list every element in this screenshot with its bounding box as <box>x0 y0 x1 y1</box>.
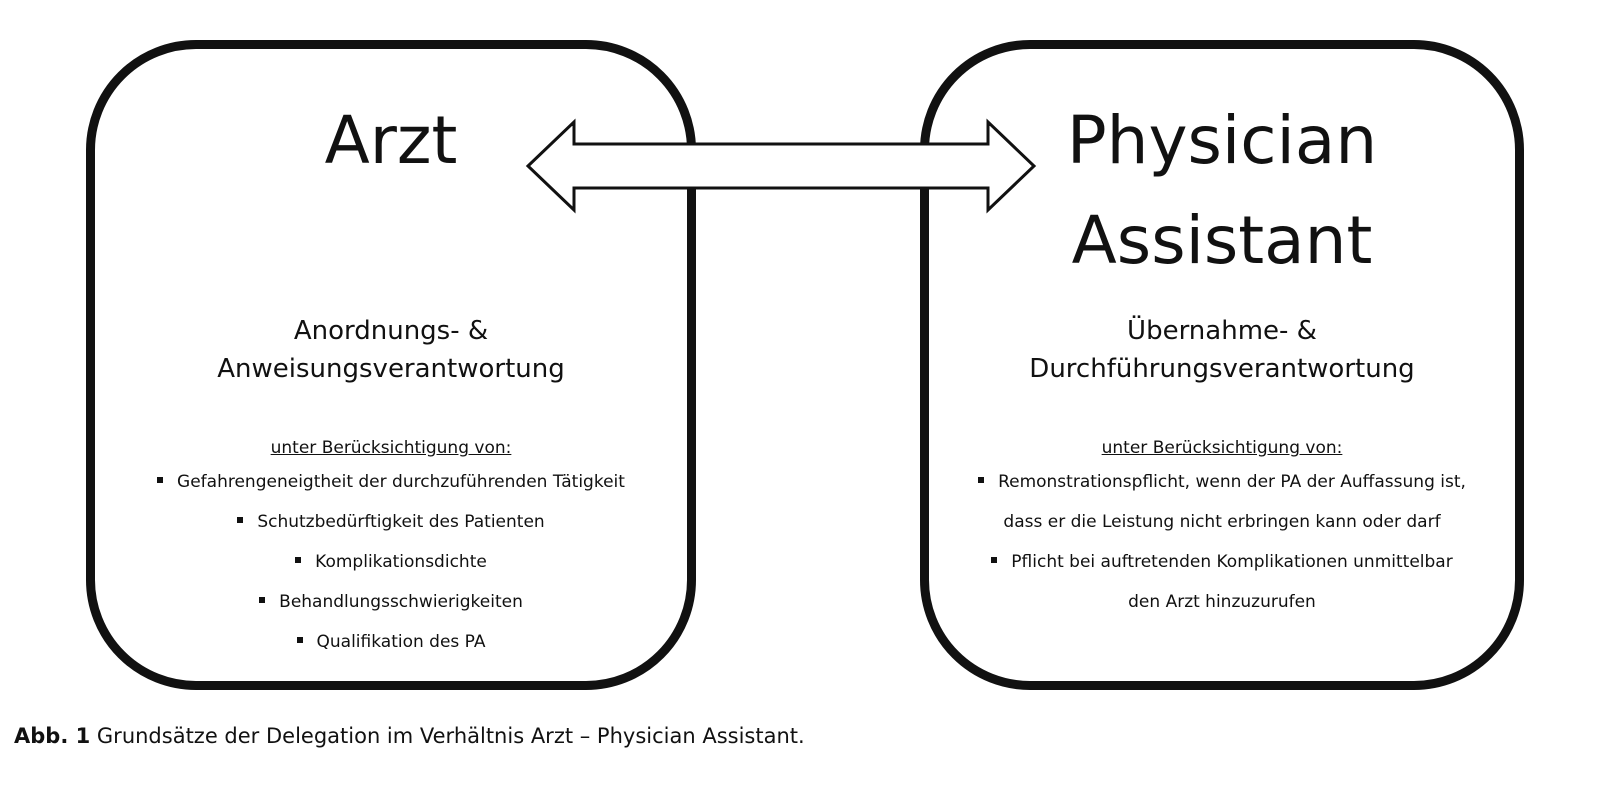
list-item <box>929 462 1515 502</box>
square-bullet-icon <box>157 477 163 483</box>
list-item-continuation: den Arzt hinzuzurufen <box>1128 592 1316 612</box>
pa-section-label: unter Berücksichtigung von: <box>1101 438 1343 458</box>
caption-text: Grundsätze der Delegation im Verhältnis Arzt – Physician Assistant. <box>96 724 805 748</box>
square-bullet-icon <box>237 517 243 523</box>
arzt-bullet-text: Behandlungsschwierigkeiten <box>279 592 523 612</box>
double-headed-arrow-icon <box>524 118 1038 214</box>
square-bullet-icon <box>297 637 303 643</box>
list-item <box>95 542 687 582</box>
pa-subtitle-line1: Übernahme- & <box>1127 316 1317 346</box>
list-item <box>95 462 687 502</box>
arzt-bullet-text: Gefahrengeneigtheit der durchzuführenden Tätigkeit <box>177 472 625 492</box>
square-bullet-icon <box>259 597 265 603</box>
arzt-bullet-list <box>95 462 687 662</box>
list-item <box>95 502 687 542</box>
pa-title-line1: Physician <box>1066 102 1378 179</box>
pa-bullet-text: Pflicht bei auftretenden Komplikationen unmittelbar <box>1011 552 1453 572</box>
caption-label: Abb. 1 <box>14 724 91 748</box>
square-bullet-icon <box>991 557 997 563</box>
arzt-subtitle-line2: Anweisungsverantwortung <box>217 354 565 384</box>
list-item <box>929 542 1515 582</box>
square-bullet-icon <box>295 557 301 563</box>
list-item-continuation: dass er die Leistung nicht erbringen kann oder darf <box>1003 512 1441 532</box>
figure-caption <box>14 722 805 750</box>
list-item <box>95 622 687 662</box>
pa-bullet-list <box>929 462 1515 622</box>
arzt-bullet-text: Komplikationsdichte <box>315 552 487 572</box>
pa-subtitle-line2: Durchführungsverantwortung <box>1029 354 1415 384</box>
pa-title-line2: Assistant <box>1071 202 1373 279</box>
arzt-section-label: unter Berücksichtigung von: <box>270 438 512 458</box>
pa-bullet-text: Remonstrationspflicht, wenn der PA der Auffassung ist, <box>998 472 1466 492</box>
pa-subtitle <box>929 312 1515 388</box>
arzt-title: Arzt <box>324 102 458 179</box>
square-bullet-icon <box>978 477 984 483</box>
arzt-subtitle-line1: Anordnungs- & <box>293 316 489 346</box>
list-item <box>95 582 687 622</box>
arzt-bullet-text: Qualifikation des PA <box>316 632 486 652</box>
arzt-subtitle <box>95 312 687 388</box>
arzt-bullet-text: Schutzbedürftigkeit des Patienten <box>257 512 545 532</box>
